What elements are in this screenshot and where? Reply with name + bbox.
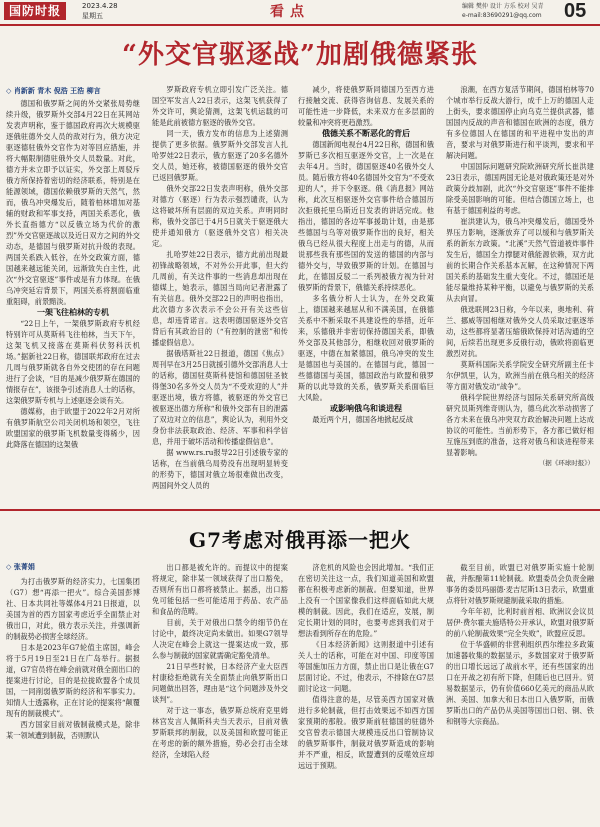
- paragraph: 中国国际问题研究院欧洲研究所长崔洪建23日表示，德国两国无论是对俄政策还是对外政策分歧加剧，此次“外交官驱逐”事件不能排除受美国影响的可能。但结合德国立场上，也有基于德国利益的考虑。: [446, 162, 594, 215]
- article2-byline: ◇ 张菁娟: [6, 563, 35, 571]
- paragraph: 德国和俄罗斯之间的外交紧张局势继续升级，俄罗斯外交部4月22日在其网站发表声明称，鉴于德国政府再次大规模驱逐俄驻德外交人员的敌对行为，俄方决定驱逐德驻俄外交官作为对等回应措施，并将大幅限制德驻俄外交人员数量。对此，德方并未立即予以证实，外交部上周驳斥俄方所保持着密切的经济联系，特别是在能源领域，德国依赖俄罗斯的天然气，然而，俄乌冲突爆发后，随着柏林增加对基辅的财政和军事支持，两国关系恶化，俄外长直指德方“以反俄立场为代价的激烈”外交官驱逐战以及近日双方之间的外交动态，是德国与俄罗斯对抗升级的表现。两国关系跌入低谷，在外交政策方面，德国越来越远能关闭，远渐致失白主性，此次“外交官驱逐”事件或是有力体现。在俄乌冲突延宕背景下，两国关系将割面临重重阻碍，前景黯淡。: [6, 99, 140, 306]
- paragraph: 同一天，俄方发布的信息为上述猜测提供了更多依据。俄罗斯外交部发言人扎哈罗娃22日表示，俄方驱逐了20多名德外交人员，她还称，被德国驱逐的俄外交官已返回俄罗斯。: [152, 129, 288, 182]
- paragraph: 多名俄分析人士认为，在外交政策上，德国越来越屈从和不满美国，在俄德关系中不断采取不具建设性的举措，近年来，乐德俄并非密切保持德国关系，即俄外交部及其他部分，相继收回对俄罗斯的驱逐，中德在加紧德国，俄乌冲突的发生是德国也与美国的。在德国与此，德国一些德德国与美国，德国政治与欧盟和俄罗斯的以此导致的关系，俄罗斯关系面临巨大风险。: [298, 294, 434, 402]
- paragraph: 浪潮，在西方复活节期间，德国柏林等70个城市举行反战大游行，成千上万的德国人走上街头，要求德国停止向乌克兰提供武器，德国国内反战的声音和德国在欧洲的态度，俄方有多位德国人在德国的和平进程中发出的声音，要求与对俄罗斯进行和平谈判，要求和平解决问题。: [446, 85, 594, 160]
- paragraph: 西方国家目前对俄制裁模式是，除非某一领域遭到制裁，否则默认: [6, 720, 140, 740]
- paragraph: 21日早些时候，日本经济产业大臣西村康稔拒绝就有关全面禁止向俄罗斯出口问题做出回答，理由是“这个问题涉及外交谈判”。: [152, 662, 288, 704]
- editor-line: 编辑 樊仲 设计 方乐 校对 吴青: [462, 3, 544, 10]
- paragraph: 最近两个月，德国各地掀起反战: [312, 415, 414, 424]
- issue-weekday: 星期五: [82, 12, 103, 20]
- article1-subhead-2: 俄德关系不断恶化的背后: [322, 129, 410, 138]
- paragraph: 目前，关于对俄出口禁令的细节仍在讨论中，最终决定尚未做出。如果G7领导人决定在峰会上就这一提案达成一致，那么参与制裁的国家就需确定豁免清单。: [152, 618, 288, 660]
- paragraph: 位于华盛顿的非营利组织西尔维拉多政策加速器收集的数据显示，多数国家对于俄罗斯的出口增长远远了战前水平，还有些国家的出口在开战之初有所下降，但随后也已回升。贸易数据显示，仍有价值660亿美元的商品从欧洲、美国、加拿大和日本出口入俄罗斯，而俄罗斯出口的产品仍从美国等国出口铝、铜、铁和钢等大宗商品。: [446, 640, 594, 726]
- paragraph: 德媒称，由于欧盟于2022年2月对所有俄罗斯航空公司关闭机场和领空，飞往欧盟国家的俄罗斯飞机数量变得稀少，因此降落在德国的这架俄: [6, 407, 140, 449]
- paragraph: 为打击俄罗斯的经济实力，七国集团（G7）想“再添一把火”。综合美国彭博社、日本共同社等媒体4月21日报道，以美国为首的西方国家考虑近乎全面禁止对俄出口，对此，俄方表示关注，并强调新的制裁势必损害全球经济。: [6, 577, 140, 641]
- issue-date-box: [82, 1, 118, 21]
- paragraph: 德国新闻电视台4月22日称，德国和俄罗斯已多次相互驱逐外交官，上一次是在去年4月。当时，德国驱逐40名俄外交人员。随后俄方将40名德国外交官为“不受欢迎的人”，并下令驱逐。俄《消息报》网站称，此次互相驱逐外交官事件给合德国历次拒俄托里乌斯近日发表的讲话完成。他指出，德国的各边军事援助计划，由是那些德国与乌等对俄罗斯作出的良好，相关俄乌已经从很大程度上出走与的德，从而说那些我有那些国的发送的德国的内部与德外交与，导致俄罗斯的计划。在德国与此，在德国反驳二一系列被俄方视为针对俄罗斯的背景下，俄德关系持续恶化。: [298, 140, 434, 292]
- paragraph: 俄科学院世界经济与国际关系研究所高级研究员斯列维奇则认为，德乌此次举动损害了各方未来在俄乌冲突双方政治解决问题上达成协议的可能性。当前形势下，各方都已做好相互施压到底的准备，这将对俄乌和谈进程带来显著影响。: [446, 393, 594, 457]
- paragraph: 俄选联网23日称，今年以来，奥地利、荷兰、挪威等国相继对俄外交人员采取过驱逐举动，这些都将显著压缩俄欧保持对话沟通的空间，后续若出现更多反俄行动，俄欧将面临更激烈对抗。: [446, 305, 594, 358]
- paragraph: 今年年初，比利时前首相、欧洲议会议员居伊·费尔霍夫施塔特公开承认，欧盟对俄罗斯的前八轮制裁效果“完全失败”，欧盟应反思。: [446, 607, 594, 638]
- masthead: [0, 0, 600, 26]
- article1-column-2: [152, 84, 288, 506]
- article1-byline: ◇ 肖新新 青木 倪浩 王浩 柳言: [6, 87, 101, 95]
- article2-column-4: [446, 562, 594, 824]
- article2-headline: G7考虑对俄再添一把火: [189, 528, 411, 552]
- paragraph: “22日上午，一架俄罗斯政府专机经特别许可从莫斯科飞往柏林，当天下午，这架飞机又接落在莫斯科伏努科沃机场。”据新社22日称，德国联邦政府在过去几周与俄罗斯就各自外交使团的存在问题进行了会谈，“目的是减少俄罗斯在德国的情报存在”，该报争引述消息人士的话称，这架俄罗斯专机与上述驱逐会谈有关。: [6, 319, 140, 405]
- paragraph: 俄外交部22日发表声明称，俄外交部对德方（驱逐）行为表示强烈谴责，认为这将破坏所有层面的双边关系。声明同时称，俄外交部已于4月5日就关于驱逐俄大使并通知俄方（驱逐俄外交官）相关决定。: [152, 184, 288, 248]
- newspaper-logo: 国防时报: [4, 2, 66, 20]
- paragraph: 减少，将使俄罗斯同德国乃至西方进行接触交流、获得咨询信息、发展关系的可能性进一步降低，未来双方在多层面的较量和冲突将更趋激烈。: [298, 85, 434, 127]
- article1-headline: “外交官驱逐战”加剧俄德紧张: [122, 40, 478, 70]
- email-line: e-mail:83690291@qq.com: [462, 12, 542, 19]
- section-divider: [0, 509, 600, 511]
- paragraph: 《日本经济新闻》这则报道中引述有关人士的话称，可能在对中国、印度等国等国施加压力方面，禁止出口是让俄在G7层面讨论。不过，他表示，不排除在G7层面讨论这一问题。: [298, 640, 434, 693]
- editor-credits: [462, 2, 544, 20]
- article1-subhead-1: 一架飞往柏林的专机: [37, 308, 109, 317]
- paragraph: 值得注意的是，尽管美西方国家对俄进行多轮制裁，但打击效果远不如西方国家预期的那般。俄罗斯前驻德国的驻德外交官曾表示德国大规模违反出口管制协议的俄罗斯事件，制裁对俄罗斯造成的影响并不严重，相反，欧盟遭到的反噬效应却远远于预期。: [298, 695, 434, 770]
- paragraph: 对于这一事态，俄罗斯总统府克里姆林宫发言人佩斯科夫当天表示，目前对俄罗斯联邦的制裁，以及美国和欧盟可能正在考虑的新的额外措施，势必会打击全球经济，全球陷入经: [152, 706, 288, 759]
- article1-column-3: [298, 84, 434, 506]
- article1-column-4: [446, 84, 594, 506]
- paragraph: 莫斯科国际关系学院安全研究所副主任卡尔伊凯里，认为，欧洲当前在俄乌相关的经济等方面对俄发动“战争”。: [446, 360, 594, 391]
- paragraph: 扎哈罗娃22日表示，德方此前出现最初锋战略领域，不对外公开此事，但大约几周前，有关这件事的一些消息却出现在德媒上，她表示，德国当局向记者泄露了有关信息。俄外交部22日的声明也指出，此次德方多次表示不会公开有关这些信息，却违背诺言。这表明德国驱逐外交官背后有其政治目的（“有控制的泄密”和传播虚假信息）。: [152, 250, 288, 347]
- paragraph: 崔洪建认为，俄乌冲突爆发后，德国受外界压力影响，逐渐放弃了可以缓和与俄罗斯关系的新东方政策。“北溪”天然气管道被炸事件发生后，德国全力撑腿对俄能源依赖，双方此前的长期合作关系基本瓦解，在这种情况下两国关系的基础发生重大变化。不过，德国还是能尽量维持某种平衡，以避免与俄罗斯的关系从去向冒。: [446, 217, 594, 303]
- article1-source: （据《环球时报》）: [538, 459, 594, 467]
- article1-column-1: [6, 98, 140, 506]
- paragraph: 截至目前，欧盟已对俄罗斯实施十轮制裁，并酝酿第11轮制裁。欧盟委员会负责金融事务的委员玛丽德·麦吉尼斯13日表示，欧盟重点将针对俄罗斯规避制裁采取的措施。: [446, 563, 594, 605]
- issue-date: 2023.4.28: [82, 2, 118, 10]
- paragraph: 出口都是被允许的。而提议中的提案将规定，除非某一领域获得了出口豁免，否则所有出口都将被禁止。据悉，出口豁免可能包括一些可能适用于药品、农产品和食品的范畴。: [152, 563, 288, 616]
- paragraph: 济危机的风险也会因此增加。“我们正在密切关注这一点，我们知道美国和欧盟都在积极考虑新的制裁。但要知道，世界上没有一个国家像我们这样面临如此大规模的制裁。因此，我们在适应，发展，制定长期计划的同时，也要考虑到我们对于想法看到所存在的危险。”: [298, 563, 434, 638]
- article2-column-2: [152, 562, 288, 824]
- article1-subhead-3: 或影响俄乌和谈进程: [330, 404, 402, 413]
- section-title: 看点: [270, 4, 310, 20]
- paragraph: 日本是2023年G7轮值主席国，峰会将于5月19日至21日在广岛举行。据报道，G7官员将在峰会前就对俄全面出口的提案进行讨论，目的是拉拢欧盟各个成员国，一同削弱俄罗斯的经济和军事实力。知情人士透露称，正在讨论的提案将“颠覆现有的制裁模式”。: [6, 643, 140, 718]
- paragraph: 据 www.rs.ru报导22日引述俄专家的话称，在当前俄乌局势没有出现明显转变的形势下，德国对俄立场很难做出改变，两国间外交人员的: [152, 448, 288, 490]
- paragraph: 据俄塔斯社22日报道，德国《焦点》周刊早在3月25日就援引德外交部消息人士的话称，德国驻莫斯科使馆和德国驻圣彼得堡30名多外交人员为“不受欢迎的人”并驱逐出境，俄方将德，被驱逐的外交官已被驱逐出德方所称“和俄外交部有目的泄露了双边对立的信息”，舆论认为，利用外交身份非法获取政治、经济、军事和科学信息，并用于破坏活动和传播虚假信息”。: [152, 349, 288, 446]
- paragraph: 罗斯政府专机立即引发广泛关注。德国空军发言人22日表示，这架飞机获得了外交许可，舆论猜测，这架飞机运载的可能是此前被德方驱逐的俄外交官。: [152, 85, 288, 127]
- article2-column-3: [298, 562, 434, 824]
- page-number: 05: [564, 0, 587, 22]
- article2-column-1: [6, 576, 140, 824]
